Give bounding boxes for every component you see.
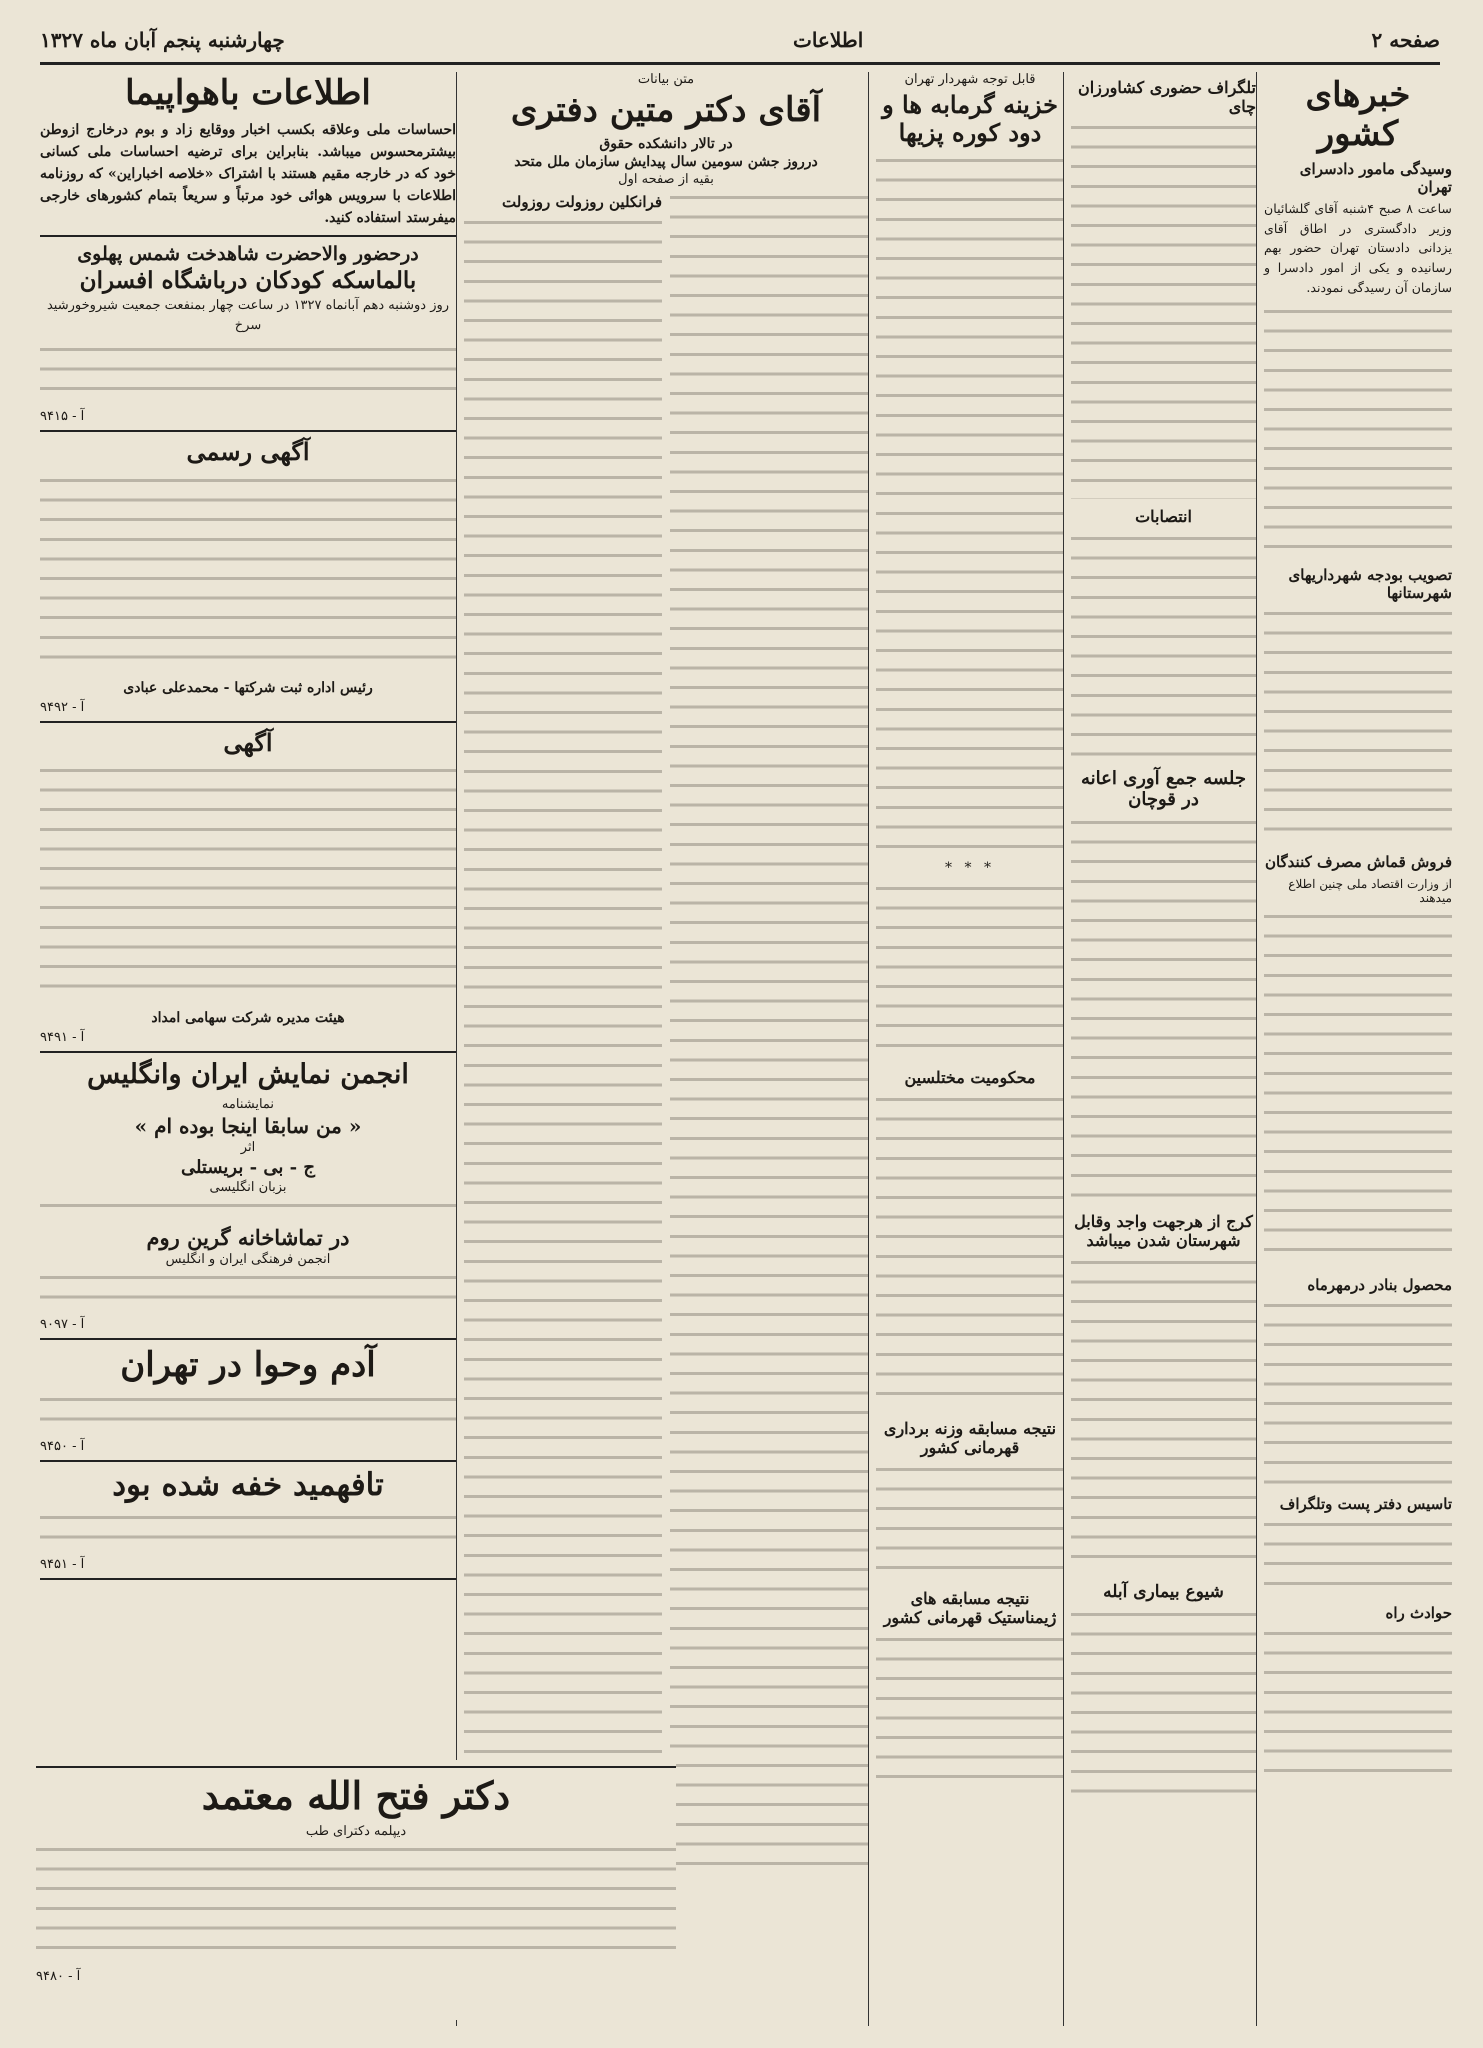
ad-body	[40, 1509, 456, 1549]
article-subtitle: درروز جشن سومین سال پیدایش سازمان ملل متحد	[514, 154, 818, 171]
ad-headline: آگهی رسمی	[186, 437, 310, 467]
ad-code: آ - ۹۴۱۵	[40, 409, 85, 425]
speech-columns	[464, 187, 868, 1887]
column-news-2	[1067, 72, 1260, 2026]
column-ads	[36, 72, 460, 2026]
continuation-note: بقیه از صفحه اول	[618, 172, 714, 188]
divider	[40, 1338, 456, 1340]
page-number: صفحه ۲	[1371, 28, 1440, 52]
ad-headline: درحضور والاحضرت شاهدخت شمس پهلوی	[77, 243, 419, 266]
ad-body	[40, 472, 456, 672]
article-body	[1071, 119, 1256, 499]
article-body	[876, 880, 1064, 1060]
ad-org: انجمن فرهنگی ایران و انگلیس	[165, 1251, 331, 1267]
masthead	[40, 18, 1440, 65]
article-headline: خزینه گرمابه ها و دود کوره پزیها	[882, 90, 1058, 147]
column-news-3	[872, 72, 1068, 2026]
divider	[40, 235, 456, 237]
divider	[40, 1578, 456, 1580]
ad-author: ج - بی - بریستلی	[180, 1156, 316, 1178]
article-kicker: متن بیانات	[637, 72, 695, 87]
article-title: شیوع بیماری آبله	[1103, 1582, 1224, 1602]
ad-body	[40, 1391, 456, 1431]
ad-language: بزبان انگلیسی	[209, 1179, 287, 1195]
ad-body	[36, 1841, 676, 1961]
divider	[40, 721, 456, 723]
article-title: کرج از هرجهت واجد وقابل شهرستان شدن میباشد	[1074, 1212, 1253, 1250]
article-title: فروش قماش مصرف کنندگان	[1264, 853, 1452, 872]
divider	[40, 1460, 456, 1462]
speech-col-left	[464, 187, 662, 1887]
ad-code: آ - ۹۴۹۲	[40, 699, 85, 715]
column-news-country	[1260, 72, 1456, 2026]
separator-stars: * * *	[945, 860, 995, 877]
article-body	[876, 1091, 1064, 1411]
article-title: تلگراف حضوری کشاورزان چای	[1077, 78, 1256, 116]
ad-headline: بالماسکه کودکان درباشگاه افسران	[79, 267, 417, 295]
divider	[40, 1051, 456, 1053]
article-subheading: فرانکلین روزولت روزولت	[502, 193, 662, 212]
article-body	[876, 1631, 1064, 1781]
ad-headline: اطلاعات باهواپیما	[125, 73, 371, 113]
ad-subtitle: دیپلمه دکترای طب	[305, 1823, 407, 1839]
ad-headline: آدم وحوا در تهران	[120, 1344, 376, 1385]
article-body	[1264, 605, 1452, 845]
article-body	[1071, 1254, 1256, 1574]
ad-venue: در تماشاخانه گرین روم	[146, 1224, 350, 1250]
ad-body	[40, 1269, 456, 1309]
divider	[36, 1766, 676, 1768]
ad-signature: هیئت مدیره شرکت سهامی امداد	[151, 1010, 345, 1027]
ad-body	[40, 762, 456, 1002]
ad-code: آ - ۹۴۵۰	[40, 1438, 85, 1454]
article-title: نتیجه مسابقه های ژیمناستیک قهرمانی کشور	[883, 1589, 1057, 1628]
article-title: محکومیت مختلسین	[904, 1068, 1036, 1088]
speech-col-right	[670, 187, 868, 1887]
ad-text: روز دوشنبه دهم آبانماه ۱۳۲۷ در ساعت چهار بمنفعت جمعیت شیروخورشید سرخ	[46, 298, 450, 333]
article-title: جلسه جمع آوری اعانه در قوچان	[1080, 768, 1247, 810]
article-title: انتصابات	[1135, 507, 1192, 526]
ad-signature: رئیس اداره ثبت شرکتها - محمدعلی عبادی	[123, 679, 373, 696]
column-speech	[460, 72, 872, 2026]
article-title: محصول بنادر درمهرماه	[1307, 1276, 1452, 1295]
article-body	[876, 152, 1064, 852]
divider	[40, 430, 456, 432]
ad-headline: دکتر فتح الله معتمد	[201, 1773, 511, 1818]
article-body	[1071, 1606, 1256, 1806]
article-title: تاسیس دفتر پست وتلگراف	[1279, 1495, 1452, 1514]
ad-code: آ - ۹۴۵۱	[40, 1557, 85, 1573]
ad-code: آ - ۹۰۹۷	[40, 1316, 85, 1332]
ad-subtitle: نمایشنامه	[221, 1096, 275, 1112]
article-body	[1264, 908, 1452, 1268]
article-title: نتیجه مسابقه وزنه برداری قهرمانی کشور	[883, 1419, 1057, 1458]
ad-headline: انجمن نمایش ایران وانگلیس	[87, 1059, 409, 1091]
ad-doctor	[36, 1760, 676, 2020]
ad-code: آ - ۹۴۹۱	[40, 1030, 85, 1046]
ad-text: احساسات ملی وعلاقه بکسب اخبار ووقایع زاد و بوم درخارج ازوطن بیشترمحسوس میباشد. بنابراین برای ترضیه احساسات ملی کسانی خود که در خارجه مقیم هستند با اشتراک «خلاصه اخباراین» که روزنامه اطلاعات با سرویس هوائی خود مرتباً و سریعاً بتمام کشورهای خارجی میفرستد استفاده کنید.	[40, 122, 456, 227]
ad-headline: تافهمید خفه شده بود	[112, 1466, 384, 1503]
article-subtitle: از وزارت اقتصاد ملی چنین اطلاع میدهند	[1288, 877, 1452, 906]
article-body	[1071, 530, 1256, 760]
article-kicker: قابل توجه شهردار تهران	[904, 72, 1036, 87]
play-title: « من سابقا اینجا بوده ام »	[134, 1113, 362, 1138]
article-body	[1264, 303, 1452, 558]
ad-body	[40, 341, 456, 401]
ad-headline: آگهی	[223, 727, 273, 757]
ad-body	[40, 1197, 456, 1217]
paper-name: اطلاعات	[793, 28, 864, 52]
article-body	[1264, 1625, 1452, 1775]
article-body	[670, 189, 868, 1879]
article-body	[876, 1461, 1064, 1581]
article-subtitle: در تالار دانشکده حقوق	[599, 136, 733, 153]
article-title: حوادث راه	[1385, 1604, 1452, 1623]
article-headline: آقای دکتر متین دفتری	[510, 90, 822, 130]
article-body	[1264, 1297, 1452, 1487]
article-body	[464, 214, 662, 1874]
ad-author-label: اثر	[240, 1139, 256, 1155]
section-headline: خبرهای کشور	[1305, 75, 1411, 155]
ad-code: آ - ۹۴۸۰	[36, 1968, 81, 1984]
article-body	[1264, 1516, 1452, 1596]
article-title: وسیدگی مامور دادسرای تهران	[1299, 160, 1452, 197]
article-title: تصویب بودجه شهرداریهای شهرستانها	[1288, 566, 1452, 603]
article-lead: ساعت ۸ صبح ۴شنبه آقای گلشائیان وزیر دادگستری در اطاق آقای یزدانی دادستان تهران حضور بهم رسانیده و یکی از امور دادسرا و سازمان آن رسیدگی نمودند.	[1264, 201, 1452, 295]
issue-date: چهارشنبه پنجم آبان ماه ۱۳۲۷	[40, 28, 285, 52]
article-body	[1071, 814, 1256, 1204]
